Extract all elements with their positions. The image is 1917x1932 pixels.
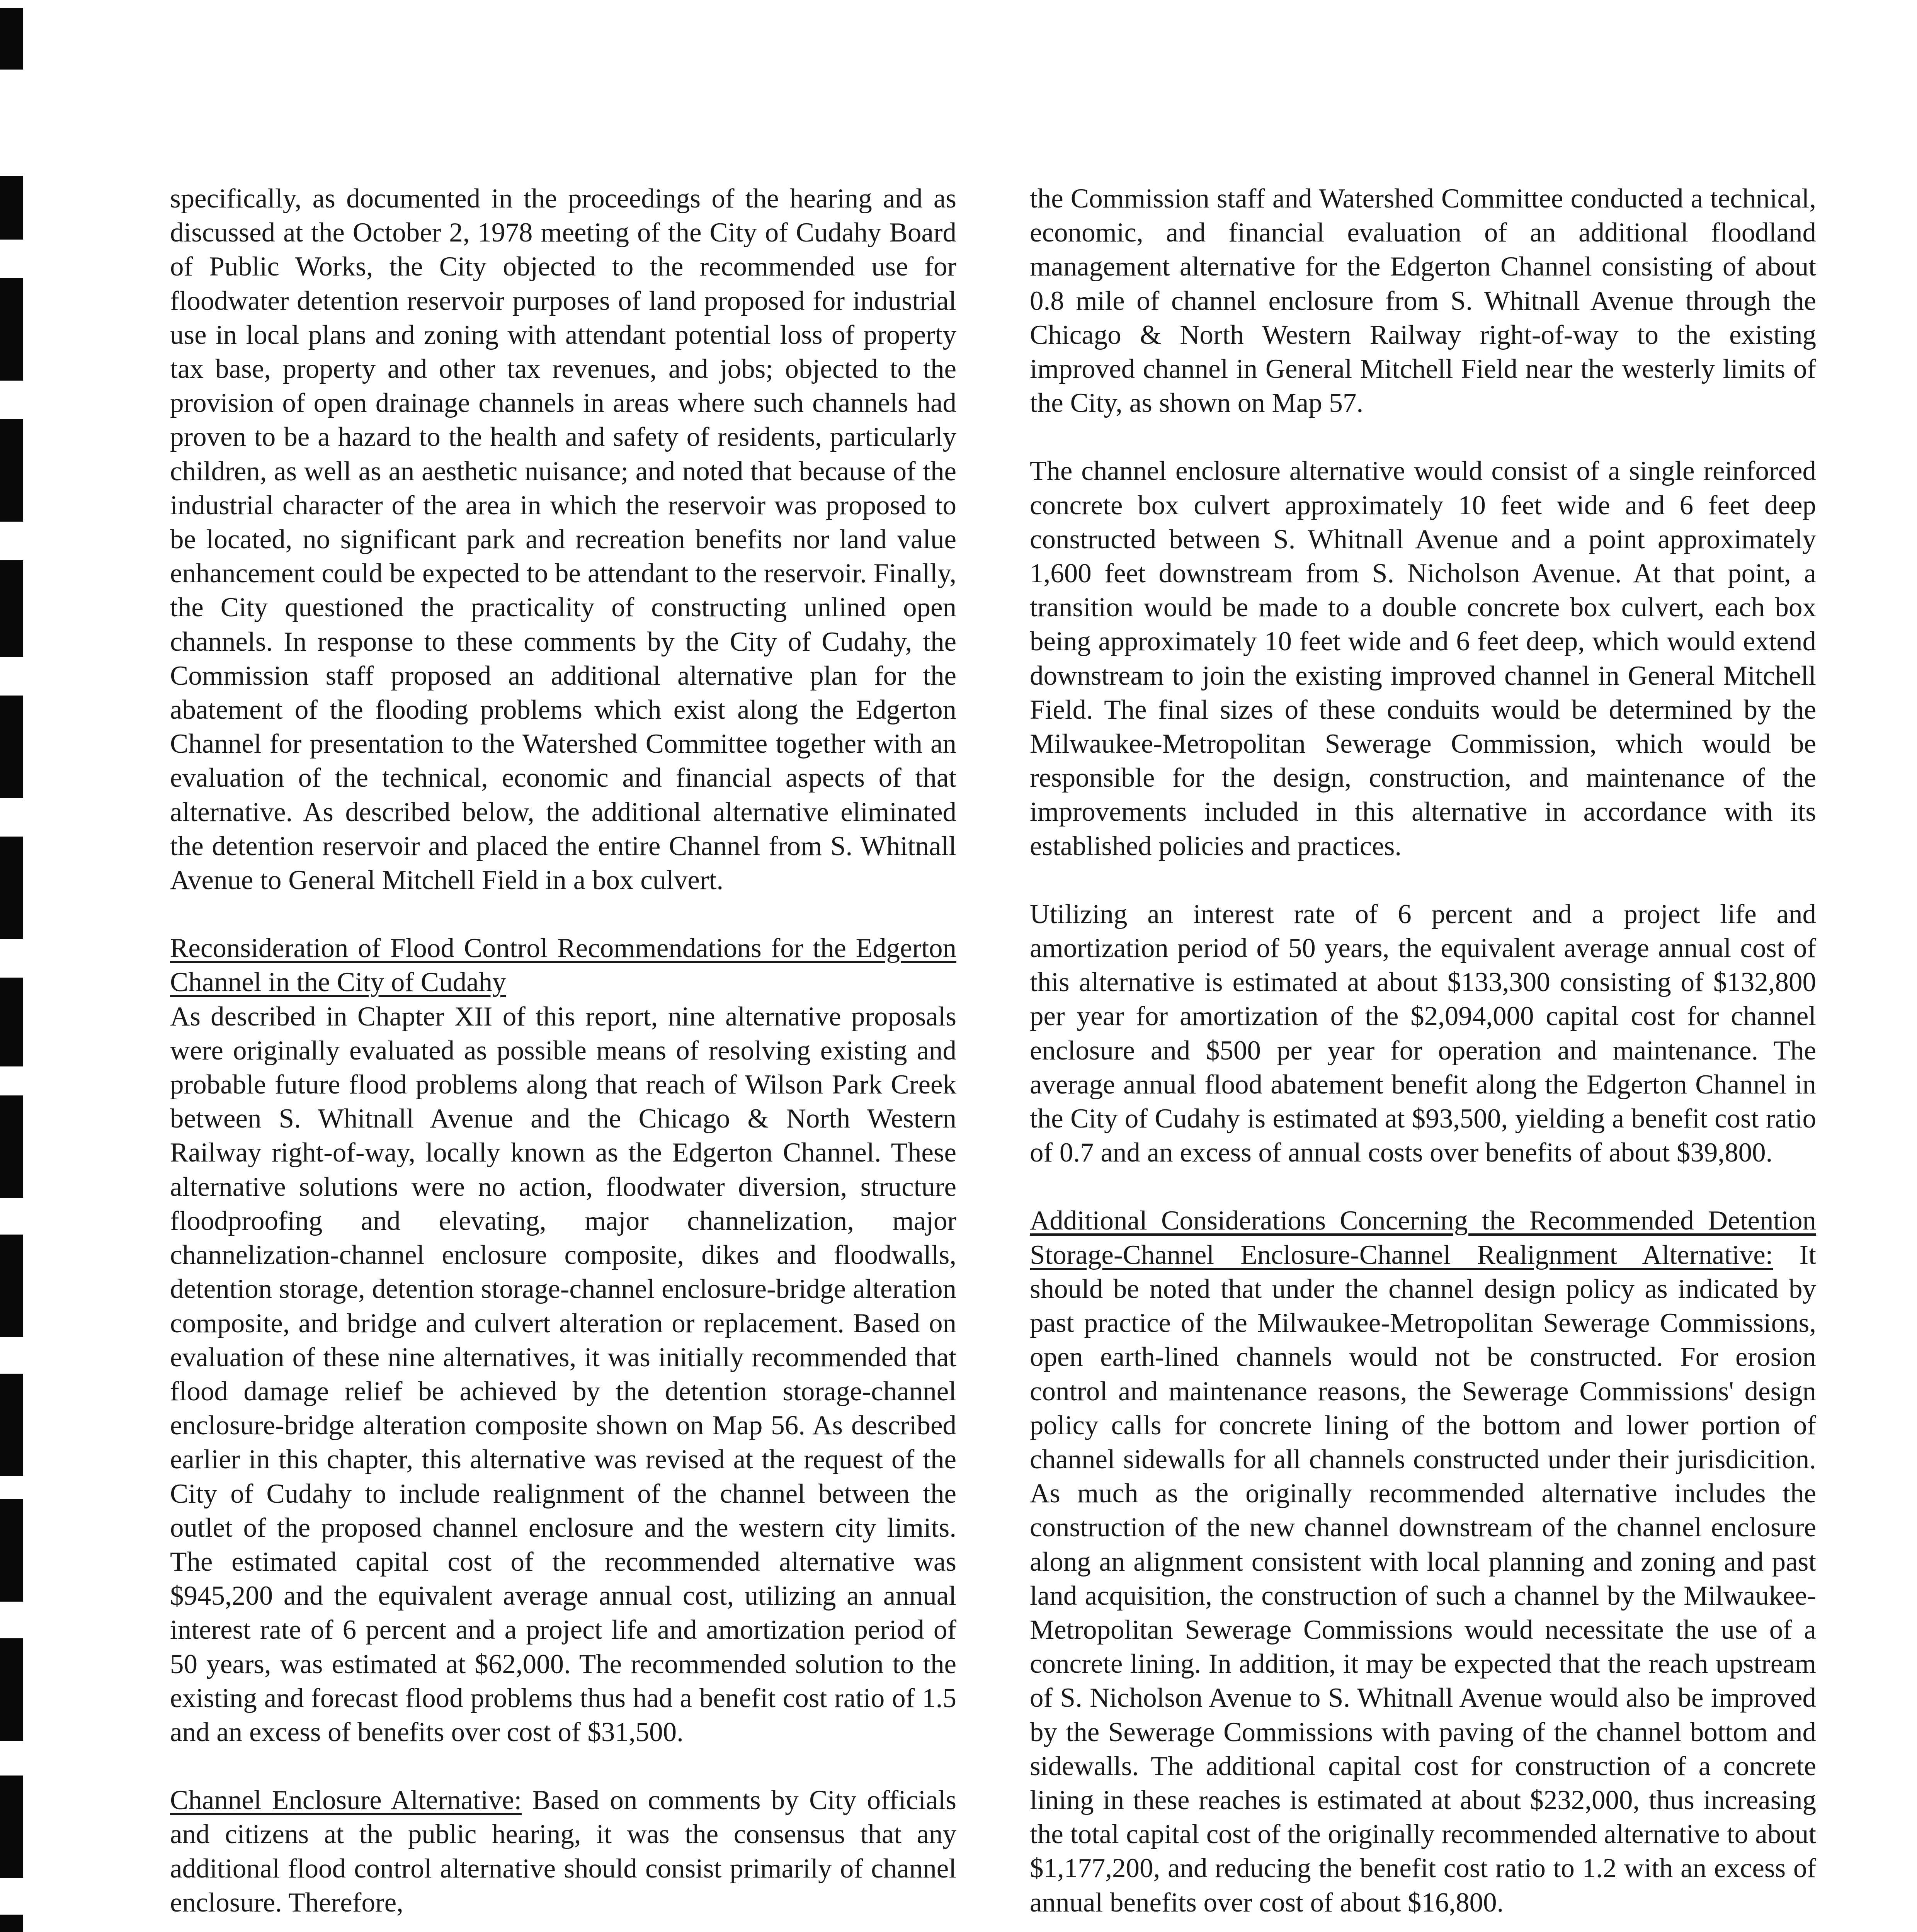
section-heading: Reconsideration of Flood Control Recommendations for the Edgerton Channel in the City of Cudahy [170, 933, 956, 998]
right-column [1030, 182, 1816, 1920]
section-channel-enclosure [170, 1783, 956, 1920]
binding-mark [0, 278, 23, 381]
binding-mark [0, 837, 23, 939]
left-column [170, 182, 956, 1920]
binding-mark [0, 1374, 23, 1476]
binding-mark [0, 176, 23, 240]
binding-mark [0, 1638, 23, 1741]
section-heading: Channel Enclosure Alternative: [170, 1785, 522, 1816]
binding-mark [0, 1095, 23, 1198]
paragraph: the Commission staff and Watershed Committee conducted a technical, economic, and financial evaluation of an additional floodland management alternative for the Edgerton Channel consisting of about 0.8 mile of channel enclosure from S. Whitnall Avenue through the Chicago & North Western Railway right-of-way to the existing improved channel in General Mitchell Field near the westerly limits of the City, as shown on Map 57. [1030, 184, 1816, 418]
paragraph: Based on comments by City officials and citizens at the public hearing, it was the consensus that any additional flood control alternative should consist primarily of channel enclosure. Therefore, [170, 1785, 957, 1918]
binding-mark [0, 560, 23, 657]
paragraph: The channel enclosure alternative would consist of a single reinforced concrete box culvert approximately 10 feet wide and 6 feet deep constructed between S. Whitnall Avenue and a point approximately 1,600 feet downstream from S. Nicholson Avenue. At that point, a transition would be made to a double concrete box culvert, each box being approximately 10 feet wide and 6 feet deep, which would extend downstream to join the existing improved channel in General Mitchell Field. The final sizes of these conduits would be determined by the Milwaukee-Metropolitan Sewerage Commission, which would be responsible for the design, construction, and maintenance of the improvements included in this alternative in accordance with its established policies and practices. [1030, 456, 1816, 861]
binding-mark [0, 1499, 23, 1602]
paragraph: Utilizing an interest rate of 6 percent and a project life and amortization period of 50 years, the equivalent average annual cost of this alternative is estimated at about $133,300 consisting of $132,800 per year for amortization of the $2,094,000 capital cost for channel enclosure and $500 per year for operation and maintenance. The average annual flood abatement benefit along the Edgerton Channel in the City of Cudahy is estimated at $93,500, yielding a benefit cost ratio of 0.7 and an excess of annual costs over benefits of about $39,800. [1030, 899, 1816, 1168]
paragraph: specifically, as documented in the proceedings of the hearing and as discussed at the October 2, 1978 meeting of the City of Cudahy Board of Public Works, the City objected to the recommended use for floodwater detention reservoir purposes of land proposed for industrial use in local plans and zoning with attendant potential loss of property tax base, property and other tax revenues, and jobs; objected to the provision of open drainage channels in areas where such channels had proven to be a hazard to the health and safety of residents, particularly children, as well as an aesthetic nuisance; and noted that because of the industrial character of the area in which the reservoir was proposed to be located, no significant park and recreation benefits nor land value enhancement could be expected to be attendant to the reservoir. Finally, the City questioned the practicality of constructing unlined open channels. In response to these comments by the City of Cudahy, the Commission staff proposed an additional alternative plan for the abatement of the flooding problems which exist along the Edgerton Channel for presentation to the Watershed Committee together with an evaluation of the technical, economic and financial aspects of that alternative. As described below, the additional alternative eliminated the detention reservoir and placed the entire Channel from S. Whitnall Avenue to General Mitchell Field in a box culvert. [170, 184, 956, 896]
binding-mark [0, 419, 23, 522]
paragraph: As described in Chapter XII of this report, nine alternative proposals were originally evaluated as possible means of resolving existing and probable future flood problems along that reach of Wilson Park Creek between S. Whitnall Avenue and the Chicago & North Western Railway right-of-way, locally known as the Edgerton Channel. These alternative solutions were no action, floodwater diversion, structure floodproofing and elevating, major channelization, major channelization-channel enclosure composite, dikes and floodwalls, detention storage, detention storage-channel enclosure-bridge alteration composite, and bridge and culvert alteration or replacement. Based on evaluation of these nine alternatives, it was initially recommended that flood damage relief be achieved by the detention storage-channel enclosure-bridge alteration composite shown on Map 56. As described earlier in this chapter, this alternative was revised at the request of the City of Cudahy to include realignment of the channel between the outlet of the proposed channel enclosure and the western city limits. The estimated capital cost of the recommended alternative was $945,200 and the equivalent average annual cost, utilizing an annual interest rate of 6 percent and a project life and amortization period of 50 years, was estimated at $62,000. The recommended solution to the existing and forecast flood problems thus had a benefit cost ratio of 1.5 and an excess of benefits over cost of $31,500. [170, 1001, 956, 1747]
binding-mark [0, 1776, 23, 1878]
section-reconsideration [170, 931, 956, 1749]
section-additional-considerations [1030, 1204, 1816, 1919]
paragraph: It should be noted that under the channel design policy as indicated by past practice of the Milwaukee-Metropolitan Sewerage Commissions, open earth-lined channels would not be constructed. For erosion control and maintenance reasons, the Sewerage Commissions' design policy calls for concrete lining of the bottom and lower portion of channel sidewalls for all channels constructed under their jurisdicition. As much as the originally recommended alternative includes the construction of the new channel downstream of the channel enclosure along an alignment consistent with local planning and zoning and past land acquisition, the construction of such a channel by the Milwaukee-Metropolitan Sewerage Commissions would necessitate the use of a concrete lining. In addition, it may be expected that the reach upstream of S. Nicholson Avenue to S. Whitnall Avenue would also be improved by the Sewerage Commissions with paving of the channel bottom and sidewalls. The additional capital cost for construction of a concrete lining in these reaches is estimated at about $232,000, thus increasing the total capital cost of the originally recommended alternative to about $1,177,200, and reducing the benefit cost ratio to 1.2 with an excess of annual benefits over cost of about $16,800. [1030, 1240, 1816, 1918]
section-heading: Additional Considerations Concerning the Recommended Detention Storage-Channel Enclosure-Channel Realignment Alternative: [1030, 1206, 1816, 1270]
binding-mark [0, 696, 23, 798]
binding-mark [0, 1235, 23, 1337]
binding-mark [0, 1915, 23, 1932]
binding-mark [0, 8, 23, 70]
binding-mark [0, 978, 23, 1066]
